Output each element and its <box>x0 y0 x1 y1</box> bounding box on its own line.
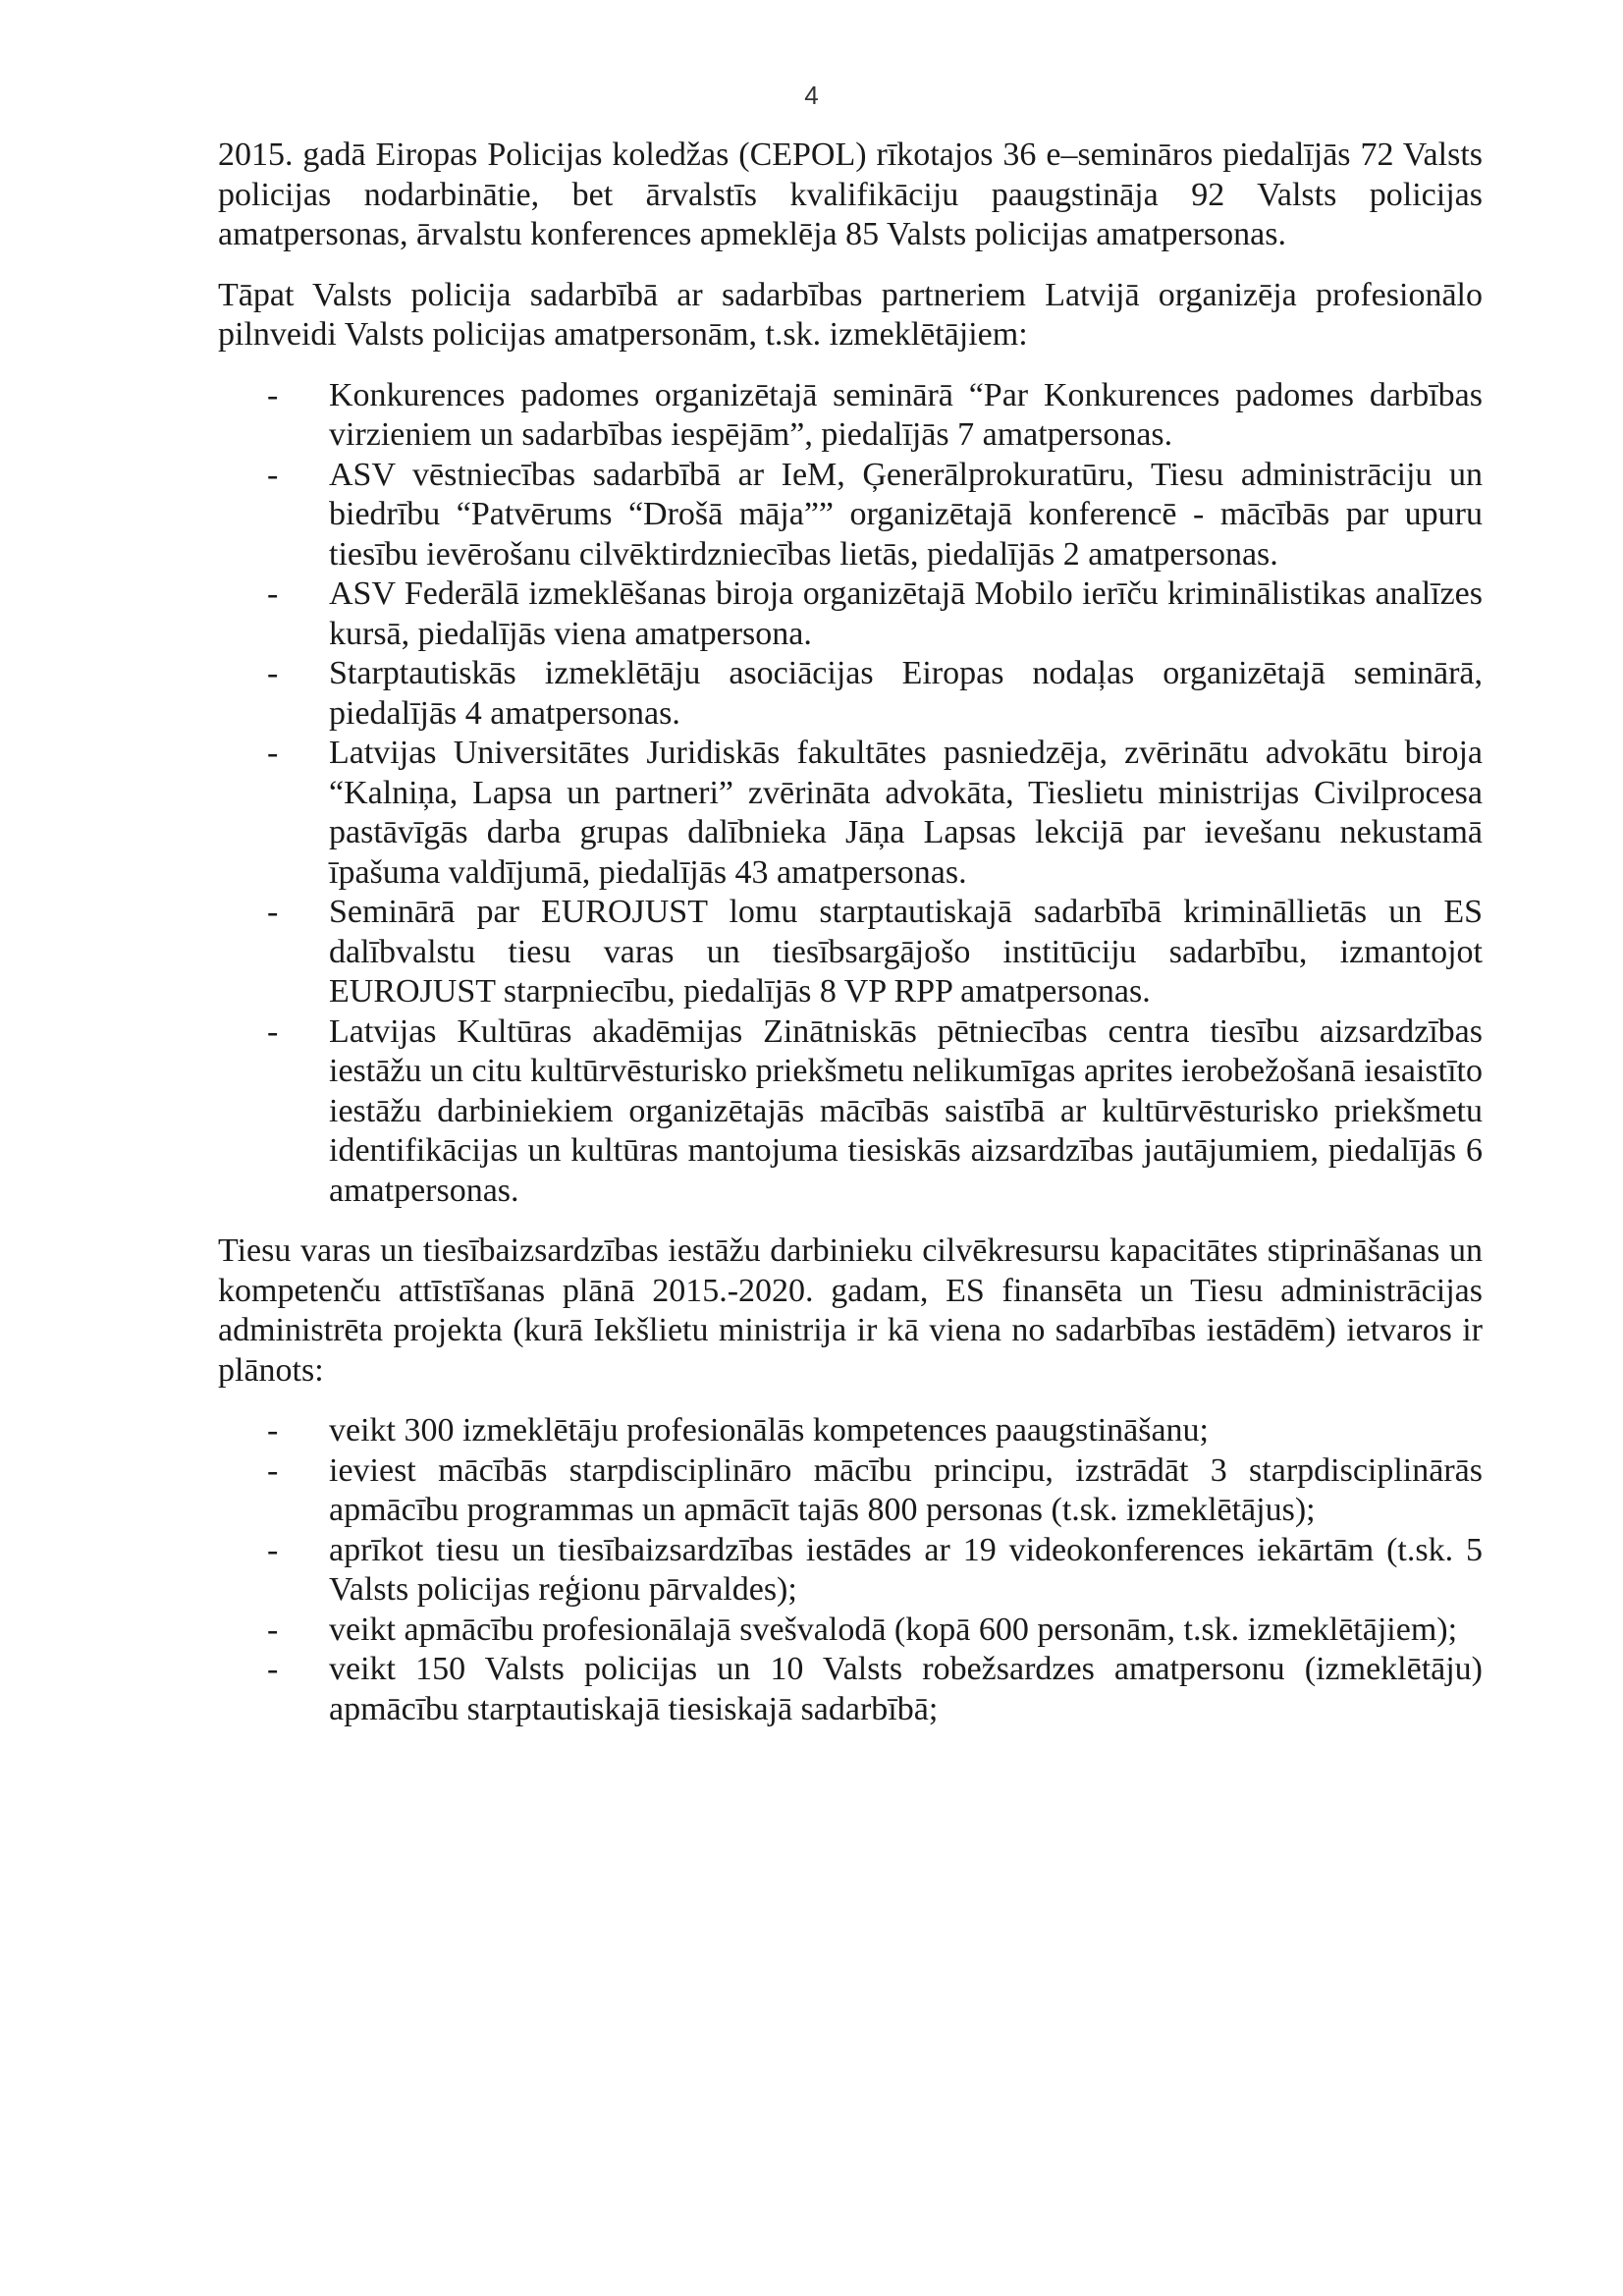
list-item-text: aprīkot tiesu un tiesībaizsardzības iestādes ar 19 videokonferences iekārtām (t.sk. 5 Valsts policijas reģionu pārvaldes); <box>329 1531 1483 1608</box>
list-item <box>218 1611 1483 1651</box>
list-item-text: Seminārā par EUROJUST lomu starptautiskajā sadarbībā krimināllietās un ES dalībvalstu tiesu varas un tiesībsargājošo institūciju sadarbību, izmantojot EUROJUST starpniecību, piedalījās 8 VP RPP amatpersonas. <box>329 894 1483 1010</box>
dash-marker: - <box>267 735 279 771</box>
list-item <box>218 574 1483 654</box>
dash-marker: - <box>267 1451 279 1489</box>
list-item-text: ASV Federālā izmeklēšanas biroja organizētajā Mobilo ierīču kriminālistikas analīzes kursā, piedalījās viena amatpersona. <box>329 575 1483 652</box>
dash-marker: - <box>267 456 279 493</box>
page-number: 4 <box>804 81 819 110</box>
list-item <box>218 893 1483 1012</box>
list-item <box>218 376 1483 456</box>
list-item <box>218 1411 1483 1451</box>
list-item <box>218 1531 1483 1611</box>
dash-marker: - <box>267 1611 279 1648</box>
list-item-text: veikt 150 Valsts policijas un 10 Valsts robežsardzes amatpersonu (izmeklētāju) apmācību starptautiskajā tiesiskajā sadarbībā; <box>329 1651 1483 1727</box>
paragraph-partner-training-intro: Tāpat Valsts policija sadarbībā ar sadarbības partneriem Latvijā organizēja profesionālo pilnveidi Valsts policijas amatpersonām, t.sk. izmeklētājiem: <box>218 276 1483 353</box>
list-item-text: ieviest mācībās starpdisciplināro mācību principu, izstrādāt 3 starpdisciplinārās apmācību programmas un apmācīt tajās 800 personas (t.sk. izmeklētājus); <box>329 1451 1483 1528</box>
dash-marker: - <box>267 1651 279 1687</box>
dash-marker: - <box>267 894 279 930</box>
list-item-text: veikt apmācību profesionālajā svešvalodā (kopā 600 personām, t.sk. izmeklētājiem); <box>329 1611 1458 1648</box>
list-item <box>218 456 1483 575</box>
dash-marker: - <box>267 376 279 413</box>
document-body <box>218 136 1483 1750</box>
planned-activities-list <box>218 1411 1483 1729</box>
list-item <box>218 1012 1483 1212</box>
list-item-text: Latvijas Kultūras akadēmijas Zinātniskās pētniecības centra tiesību aizsardzības iestāžu un citu kultūrvēsturisko priekšmetu nelikumīgas aprites ierobežošanā iesaistīto iestāžu darbiniekiem organizētajās mācībās saistībā ar kultūrvēsturisko priekšmetu identifikācijas un kultūras mantojuma tiesiskās aizsardzības jautājumiem, piedalījās 6 amatpersonas. <box>329 1012 1483 1209</box>
list-item <box>218 1451 1483 1531</box>
paragraph-capacity-plan: Tiesu varas un tiesībaizsardzības iestāžu darbinieku cilvēkresursu kapacitātes stiprināšanas un kompetenču attīstīšanas plānā 2015.-2020. gadam, ES finansēta un Tiesu administrācijas administrēta projekta (kurā Iekšlietu ministrija ir kā viena no sadarbības iestādēm) ietvaros ir plānots: <box>218 1232 1483 1389</box>
list-item <box>218 1650 1483 1729</box>
paragraph-cepol-training: 2015. gadā Eiropas Policijas koledžas (CEPOL) rīkotajos 36 e–semināros piedalījās 72 Valsts policijas nodarbinātie, bet ārvalstīs kvalifikāciju paaugstināja 92 Valsts policijas amatpersonas, ārvalstu konferences apmeklēja 85 Valsts policijas amatpersonas. <box>218 137 1483 252</box>
list-item <box>218 654 1483 734</box>
training-events-list <box>218 376 1483 1212</box>
list-item-text: veikt 300 izmeklētāju profesionālās kompetences paaugstināšanu; <box>329 1412 1210 1449</box>
dash-marker: - <box>267 655 279 691</box>
list-item-text: Latvijas Universitātes Juridiskās fakultātes pasniedzēja, zvērinātu advokātu biroja “Kalniņa, Lapsa un partneri” zvērināta advokāta, Tieslietu ministrijas Civilprocesa pastāvīgās darba grupas dalībnieka Jāņa Lapsas lekcijā par ievešanu nekustamā īpašuma valdījumā, piedalījās 43 amatpersonas. <box>329 735 1483 891</box>
dash-marker: - <box>267 1531 279 1568</box>
dash-marker: - <box>267 1012 279 1050</box>
list-item-text: ASV vēstniecības sadarbībā ar IeM, Ģenerālprokuratūru, Tiesu administrāciju un biedrību “Patvērums “Drošā māja”” organizētajā konferencē - mācībās par upuru tiesību ievērošanu cilvēktirdzniecības lietās, piedalījās 2 amatpersonas. <box>329 456 1483 573</box>
dash-marker: - <box>267 575 279 612</box>
dash-marker: - <box>267 1412 279 1449</box>
list-item-text: Starptautiskās izmeklētāju asociācijas Eiropas nodaļas organizētajā seminārā, piedalījās 4 amatpersonas. <box>329 655 1483 732</box>
list-item-text: Konkurences padomes organizētajā seminārā “Par Konkurences padomes darbības virzieniem un sadarbības iespējām”, piedalījās 7 amatpersonas. <box>329 376 1483 453</box>
list-item <box>218 734 1483 893</box>
